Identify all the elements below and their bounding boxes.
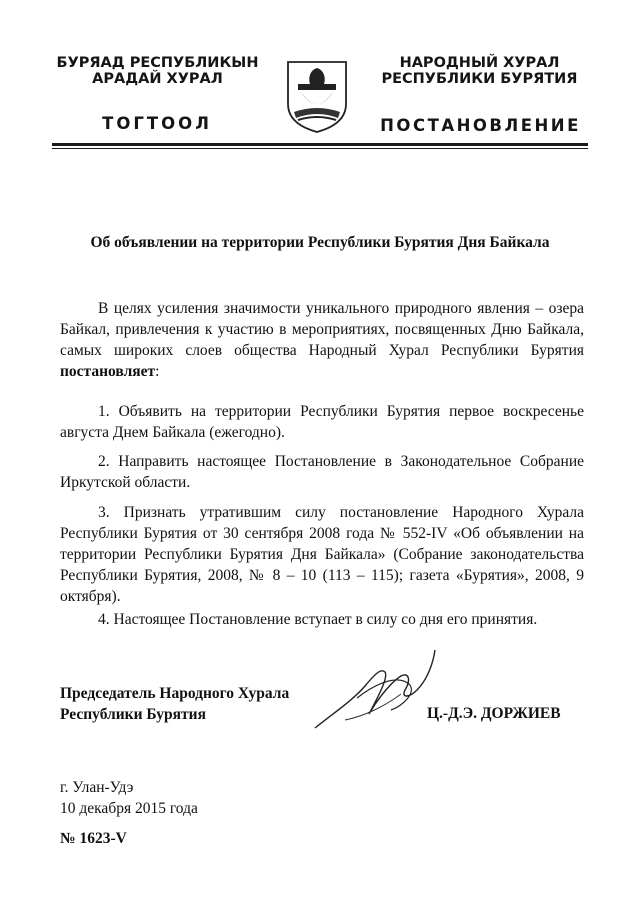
date: 10 декабря 2015 года — [60, 800, 198, 817]
signatory-name: Ц.-Д.Э. ДОРЖИЕВ — [427, 705, 561, 722]
right-org-name — [372, 55, 587, 87]
clause-4-text: 4. Настоящее Постановление вступает в силу со дня его принятия. — [98, 611, 538, 628]
clause-1-text: 1. Объявить на территории Республики Бурятия первое воскресенье августа Днем Байкала (ежегодно). — [60, 403, 584, 441]
preamble-paragraph — [60, 298, 584, 382]
coat-of-arms-icon — [286, 60, 348, 134]
left-doc-type: ТОГТООЛ — [102, 114, 212, 133]
right-doc-type: ПОСТАНОВЛЕНИЕ — [380, 116, 581, 135]
left-org-name — [55, 55, 260, 87]
right-org-line-1: НАРОДНЫЙ ХУРАЛ — [399, 55, 560, 71]
place: г. Улан-Удэ — [60, 779, 134, 796]
handwritten-signature — [305, 640, 445, 740]
document-title: Об объявлении на территории Республики Бурятия Дня Байкала — [90, 234, 550, 251]
clause-3-text: 3. Признать утратившим силу постановление Народного Хурала Республики Бурятия от 30 сентября 2008 года № 552-IV «Об объявлении на территории Республики Бурятия Дня Байкала» (Собрание законодательства Республики Бурятия, 2008, № 8 – 10 (113 – 115); газета «Бурятия», 2008, 9 октября). — [60, 504, 584, 605]
signatory-position-line-2: Республики Бурятия — [60, 706, 206, 723]
signatory-position — [60, 683, 289, 725]
document-number: № 1623-V — [60, 830, 127, 847]
signatory-position-line-1: Председатель Народного Хурала — [60, 685, 290, 702]
clause-1 — [60, 401, 584, 443]
header-rule-thick — [52, 143, 588, 146]
clause-2 — [60, 451, 584, 493]
preamble-colon: : — [155, 363, 160, 380]
preamble-text: В целях усиления значимости уникального природного явления – озера Байкал, привлечения к участию в мероприятиях, посвященных Дню Байкала, самых широких слоев общества Народный Хурал Республики Бурятия — [60, 300, 584, 359]
clause-3 — [60, 502, 584, 607]
clause-4 — [60, 609, 584, 630]
place-and-date — [60, 777, 198, 819]
header-rule-thin — [52, 148, 588, 149]
clause-2-text: 2. Направить настоящее Постановление в Законодательное Собрание Иркутской области. — [60, 453, 584, 491]
resolves-word: постановляет — [60, 363, 156, 380]
left-org-line-1: БУРЯАД РЕСПУБЛИКЫН — [56, 55, 259, 71]
left-org-line-2: АРАДАЙ ХУРАЛ — [92, 71, 223, 87]
right-org-line-2: РЕСПУБЛИКИ БУРЯТИЯ — [381, 71, 578, 87]
